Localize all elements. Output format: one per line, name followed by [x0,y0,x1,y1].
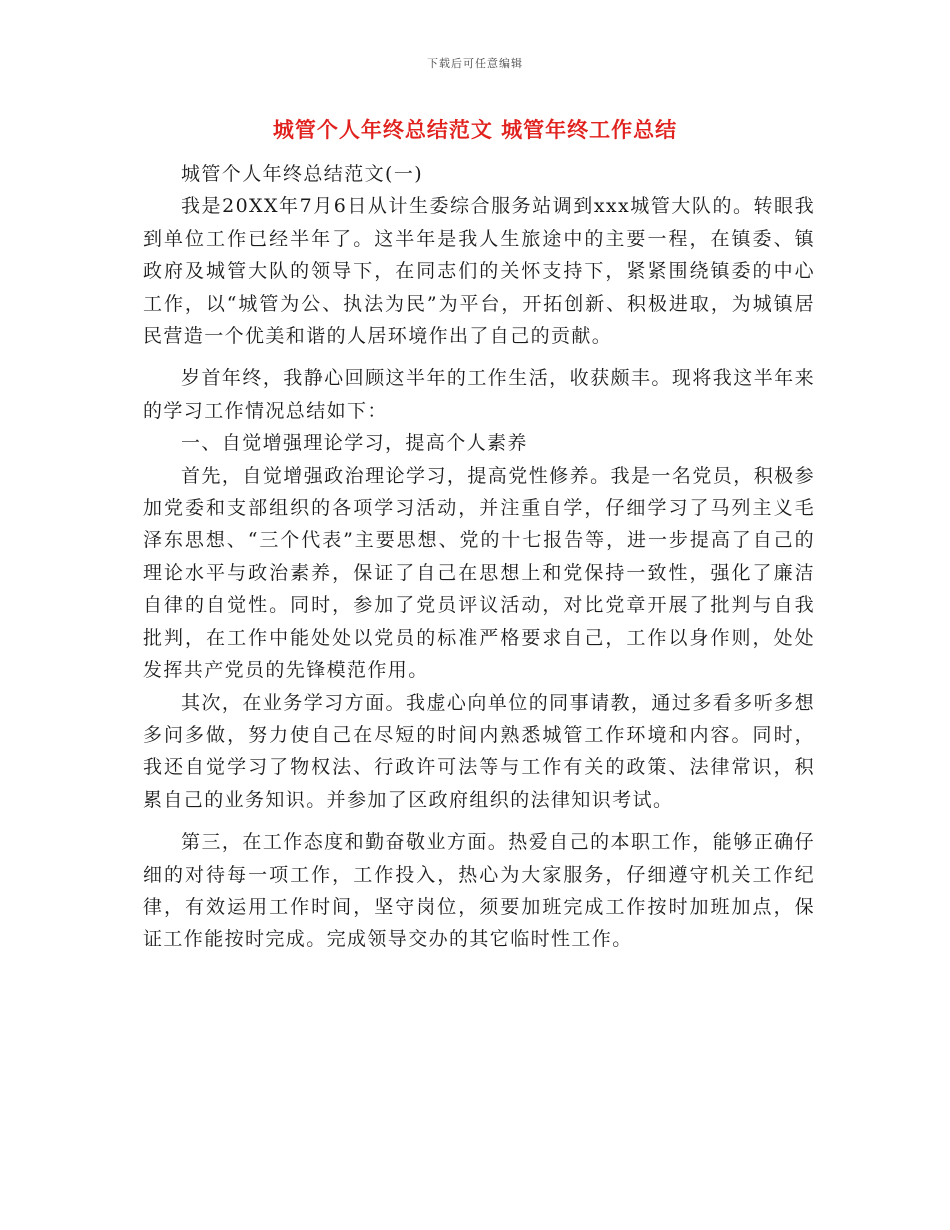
document-title: 城管个人年终总结范文 城管年终工作总结 [272,117,678,142]
paragraph: 我是20XX年7月6日从计生委综合服务站调到xxx城管大队的。转眼我到单位工作已经半年了。这半年是我人生旅途中的主要一程，在镇委、镇政府及城管大队的领导下，在同志们的关怀支持下，紧紧围绕镇委的中心工作，以“城管为公、执法为民”为平台，开拓创新、积极进取，为城镇居民营造一个优美和谐的人居环境作出了自己的贡献。 [143,195,815,348]
section-heading: 一、自觉增强理论学习，提高个人素养 [181,432,528,455]
paragraph: 第三，在工作态度和勤奋敬业方面。热爱自己的本职工作，能够正确仔细的对待每一项工作，工作投入，热心为大家服务，仔细遵守机关工作纪律，有效运用工作时间，坚守岗位，须要加班完成工作按时加班加点，保证工作能按时完成。完成领导交办的其它临时性工作。 [143,831,815,951]
section-heading: 城管个人年终总结范文(一) [181,163,424,185]
paragraph: 首先，自觉增强政治理论学习，提高党性修养。我是一名党员，积极参加党委和支部组织的各项学习活动，并注重自学，仔细学习了马列主义毛泽东思想、“三个代表”主要思想、党的十七报告等，进一步提高了自己的理论水平与政治素养，保证了自己在思想上和党保持一致性，强化了廉洁自律的自觉性。同时，参加了党员评议活动，对比党章开展了批判与自我批判，在工作中能处处以党员的标准严格要求自己，工作以身作则，处处发挥共产党员的先锋模范作用。 [143,464,815,682]
paragraph: 岁首年终，我静心回顾这半年的工作生活，收获颇丰。现将我这半年来的学习工作情况总结如下： [143,367,815,422]
document-body [143,158,815,956]
paragraph: 其次，在业务学习方面。我虚心向单位的同事请教，通过多看多听多想多问多做，努力使自己在尽短的时间内熟悉城管工作环境和内容。同时，我还自觉学习了物权法、行政许可法等与工作有关的政策、法律常识，积累自己的业务知识。并参加了区政府组织的法律知识考试。 [143,691,815,811]
header-note: 下载后可任意编辑 [427,57,523,70]
